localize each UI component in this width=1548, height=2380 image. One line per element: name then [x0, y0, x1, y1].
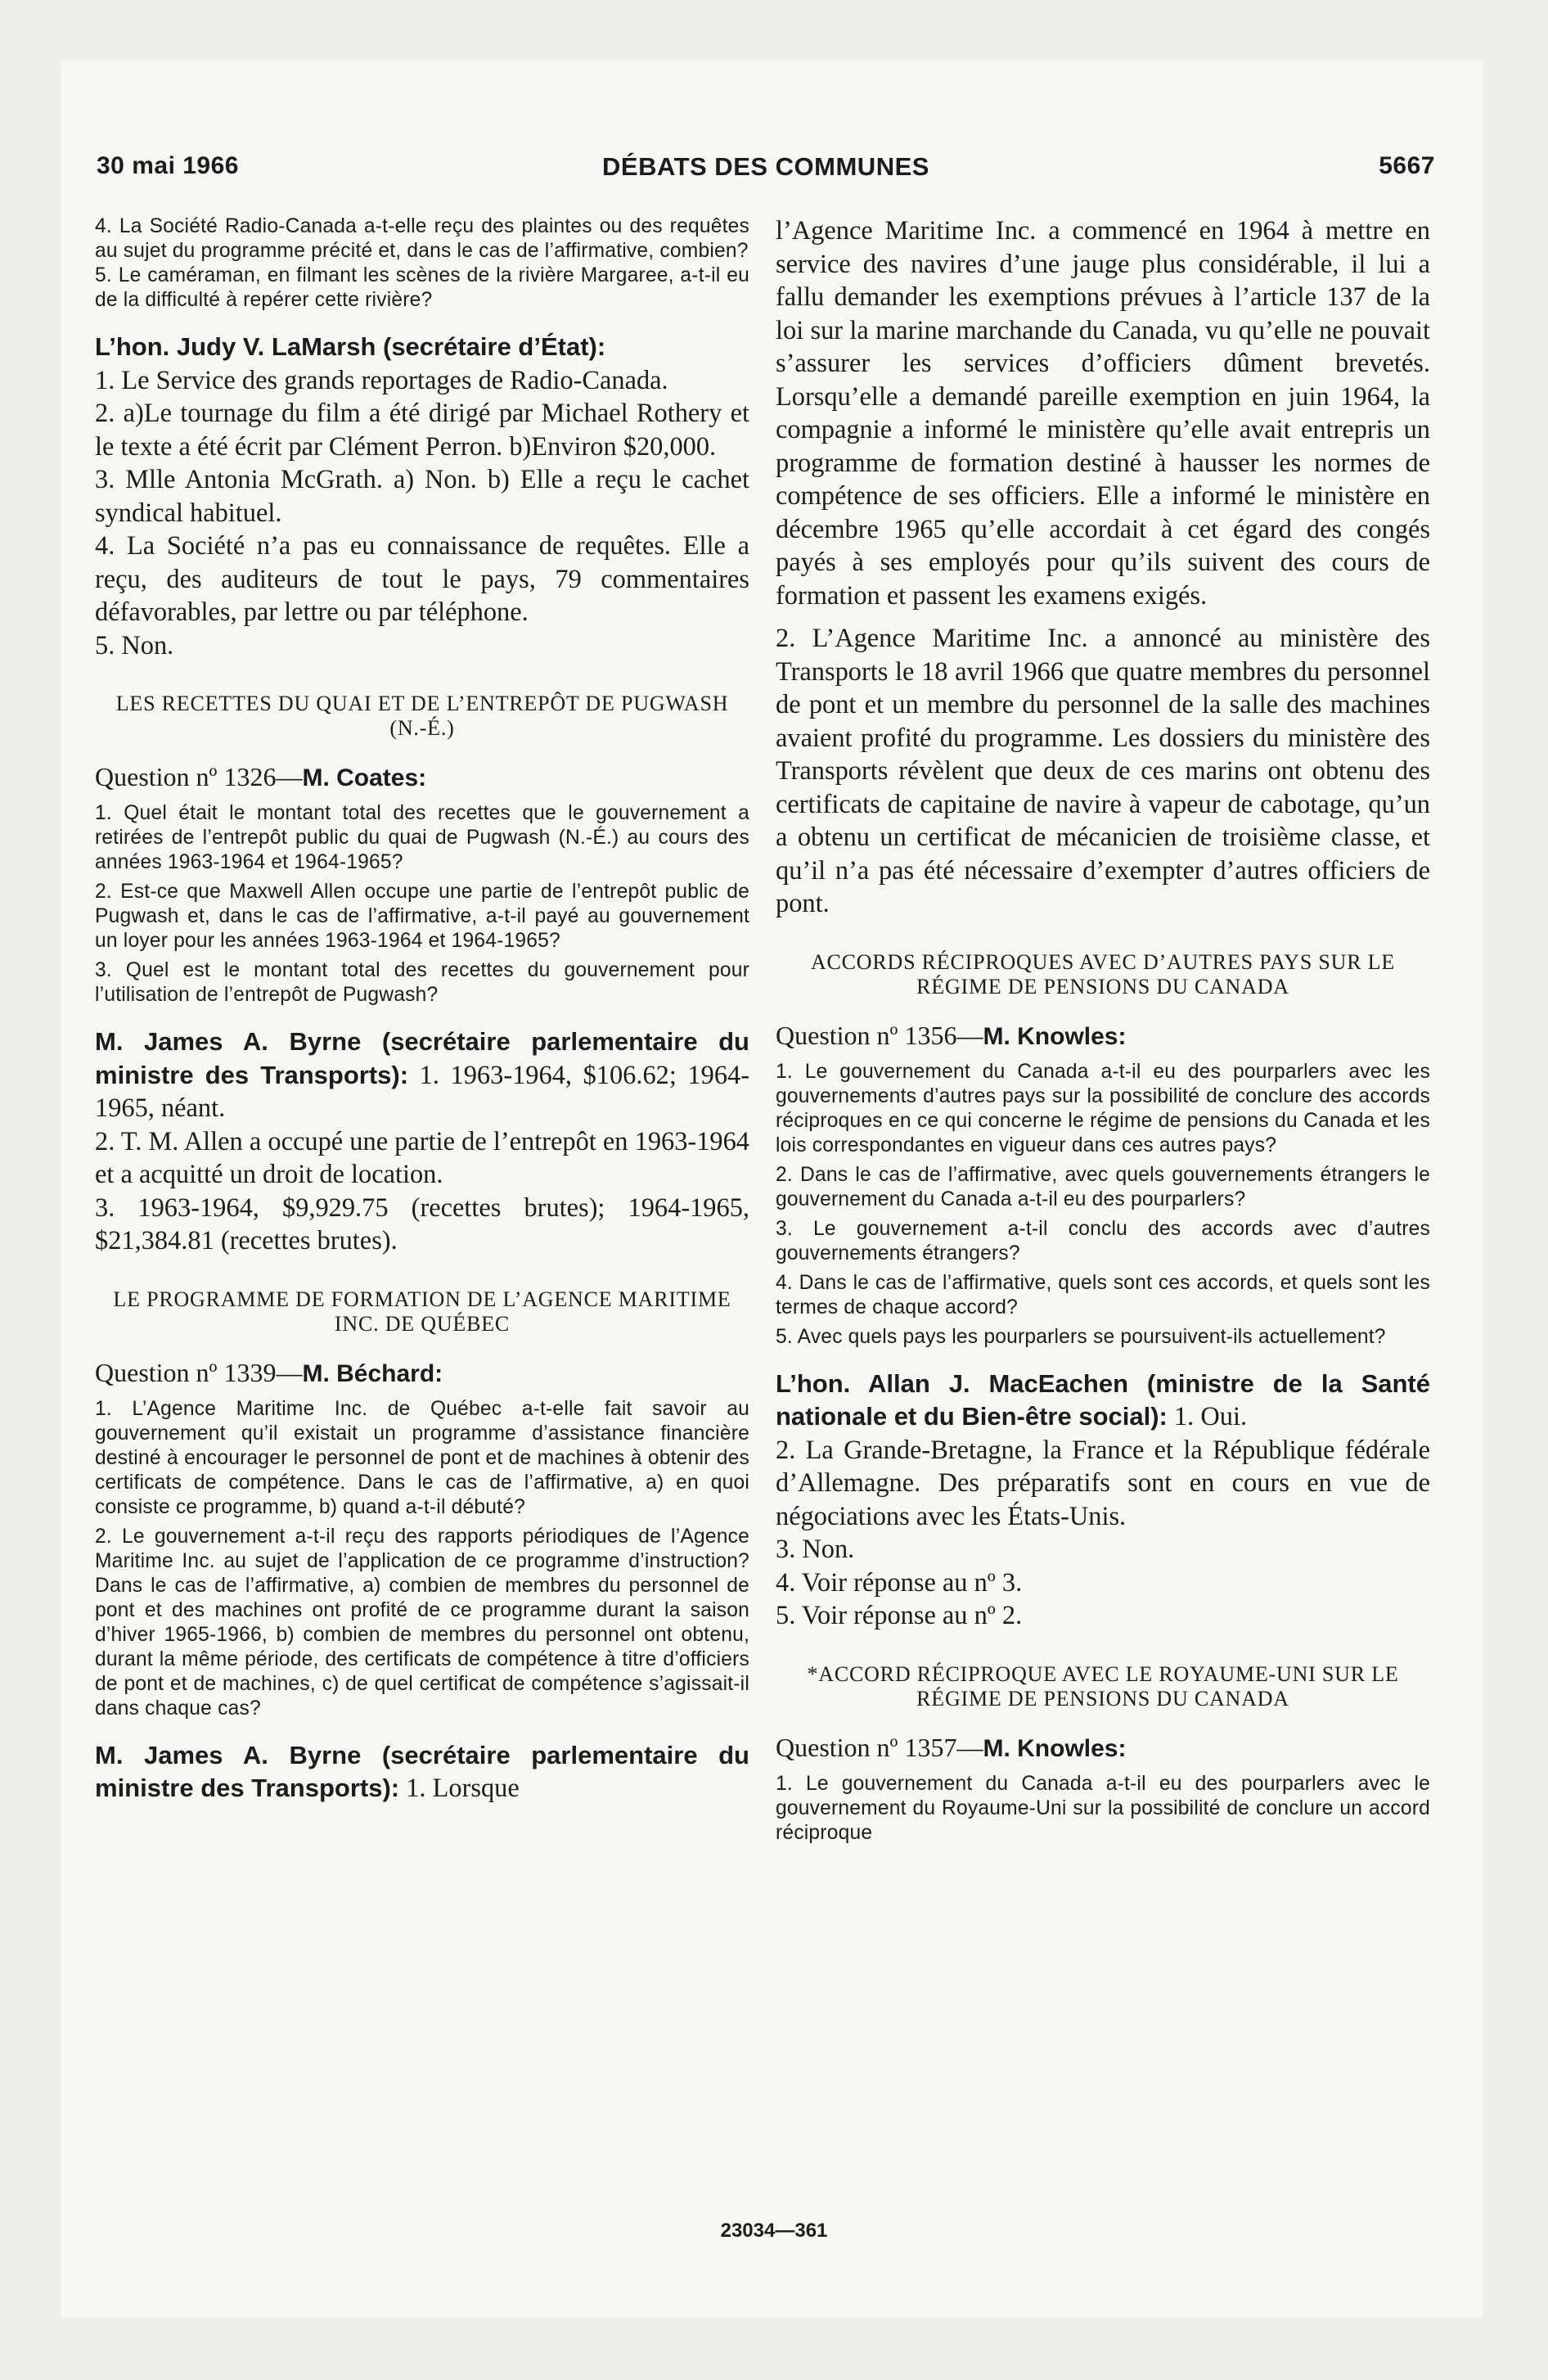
- question-author: M. Knowles:: [983, 1734, 1127, 1762]
- section-title: *ACCORD RÉCIPROQUE AVEC LE ROYAUME-UNI SUR LE RÉGIME DE PENSIONS DU CANADA: [807, 1661, 1399, 1711]
- question-paragraph: 1. L’Agence Maritime Inc. de Québec a-t-elle fait savoir au gouvernement qu’il existait un programme d’assistance financière destiné à encourager le personnel de pont et de machines à obtenir des certificats de compétence. Dans le cas de l’affirmative, a) en quoi consiste ce programme, b) quand a-t-il débuté?: [95, 1397, 749, 1518]
- question-author: M. Béchard:: [302, 1359, 443, 1387]
- section-title: ACCORDS RÉCIPROQUES AVEC D’AUTRES PAYS SUR LE RÉGIME DE PENSIONS DU CANADA: [810, 949, 1396, 998]
- answer-paragraph: [95, 1739, 749, 1805]
- answer-paragraph: 4. Voir réponse au nº 3.: [776, 1567, 1023, 1598]
- answer-paragraph: 5. Voir réponse au nº 2.: [776, 1601, 1023, 1630]
- question-heading: [776, 1019, 1430, 1053]
- speaker-name: M. James A. Byrne (secrétaire parlementaire du ministre des Transports):: [95, 1027, 749, 1089]
- question-heading: [776, 1731, 1430, 1765]
- question-paragraph: 3. Le gouvernement a-t-il conclu des accords avec d’autres gouvernements étrangers?: [776, 1217, 1430, 1264]
- question-heading: [95, 1356, 749, 1391]
- question-label: Question nº 1326—: [95, 762, 303, 791]
- answer-paragraph: 2. a)Le tournage du film a été dirigé par Michael Rothery et le texte a été écrit par Clément Perron. b)Environ $20,000.: [95, 399, 749, 462]
- header-page-number: 5667: [1379, 152, 1435, 179]
- question-author: M. Coates:: [302, 764, 427, 791]
- question-paragraph: 5. Le caméraman, en filmant les scènes de la rivière Margaree, a-t-il eu de la difficulté à repérer cette rivière?: [95, 264, 749, 311]
- answer-text: 1. 1963-1964, $106.62; 1964-1965, néant.: [95, 1060, 749, 1123]
- answer-paragraph: [95, 331, 749, 364]
- answer-paragraph: 5. Non.: [95, 630, 174, 660]
- answer-paragraph: 4. La Société n’a pas eu connaissance de requêtes. Elle a reçu, des auditeurs de tout le pays, 79 commentaires défavorables, par lettre ou par téléphone.: [95, 531, 749, 627]
- question-paragraph: 5. Avec quels pays les pourparlers se poursuivent-ils actuellement?: [776, 1325, 1386, 1348]
- question-paragraph: 2. Dans le cas de l’affirmative, avec quels gouvernements étrangers le gouvernement du Canada a-t-il eu des pourparlers?: [776, 1163, 1430, 1210]
- question-label: Question nº 1356—: [776, 1020, 983, 1050]
- question-author: M. Knowles:: [983, 1022, 1127, 1050]
- answer-text: 1. Lorsque: [399, 1774, 520, 1803]
- speaker-name: L’hon. Allan J. MacEachen (ministre de la Santé nationale et du Bien-être social):: [776, 1368, 1430, 1431]
- header-title: DÉBATS DES COMMUNES: [602, 152, 929, 181]
- answer-paragraph: 3. Mlle Antonia McGrath. a) Non. b) Elle a reçu le cachet syndical habituel.: [95, 465, 749, 528]
- question-paragraph: 1. Le gouvernement du Canada a-t-il eu des pourparlers avec les gouvernements d’autres pays sur la possibilité de conclure des accords réciproques en ce qui concerne le régime de pensions du Canada et les lois correspondantes en vigueur dans ces autres pays?: [776, 1060, 1430, 1156]
- answer-paragraph: 1. Le Service des grands reportages de Radio-Canada.: [95, 365, 668, 395]
- question-paragraph: 1. Quel était le montant total des recettes que le gouvernement a retirées de l’entrepôt public du quai de Pugwash (N.-É.) au cours des années 1963-1964 et 1964-1965?: [95, 802, 749, 873]
- answer-paragraph: [776, 1368, 1430, 1434]
- header-date: 30 mai 1966: [97, 152, 239, 179]
- question-paragraph: 4. La Société Radio-Canada a-t-elle reçu des plaintes ou des requêtes au sujet du programme précité et, dans le cas de l’affirmative, combien?: [95, 215, 749, 262]
- section-title: LE PROGRAMME DE FORMATION DE L’AGENCE MARITIME INC. DE QUÉBEC: [113, 1287, 731, 1336]
- question-paragraph: 2. Est-ce que Maxwell Allen occupe une partie de l’entrepôt public de Pugwash et, dans le cas de l’affirmative, a-t-il payé au gouvernement un loyer pour les années 1963-1964 et 1964-1965?: [95, 881, 749, 952]
- question-label: Question nº 1357—: [776, 1732, 983, 1762]
- question-paragraph: 1. Le gouvernement du Canada a-t-il eu des pourparlers avec le gouvernement du Royaume-Uni sur la possibilité de conclure un accord réciproque: [776, 1772, 1430, 1844]
- question-label: Question nº 1339—: [95, 1357, 303, 1387]
- section-title: LES RECETTES DU QUAI ET DE L’ENTREPÔT DE PUGWASH (N.-É.): [115, 692, 729, 740]
- question-paragraph: 4. Dans le cas de l’affirmative, quels sont ces accords, et quels sont les termes de chaque accord?: [776, 1271, 1430, 1318]
- answer-paragraph: 3. 1963-1964, $9,929.75 (recettes brutes); 1964-1965, $21,384.81 (recettes brutes).: [95, 1192, 749, 1255]
- answer-text: 1. Oui.: [1167, 1402, 1248, 1431]
- answer-paragraph: 2. T. M. Allen a occupé une partie de l’entrepôt en 1963-1964 et a acquitté un droit de location.: [95, 1126, 749, 1189]
- answer-paragraph: 2. La Grande-Bretagne, la France et la République fédérale d’Allemagne. Des préparatifs sont en cours en vue de négociations avec les États-Unis.: [776, 1435, 1430, 1531]
- speaker-name: M. James A. Byrne (secrétaire parlementaire du ministre des Transports):: [95, 1740, 749, 1802]
- left-column: [95, 214, 749, 2195]
- answer-paragraph: 2. L’Agence Maritime Inc. a annoncé au ministère des Transports le 18 avril 1966 que quatre membres du personnel de pont et un membre du personnel de la salle des machines avaient profité du programme. Les dossiers du ministère des Transports révèlent que deux de ces marins ont obtenu des certificats de capitaine de navire à vapeur de cabotage, qu’un a obtenu un certificat de mécanicien de troisième classe, et qu’il n’a pas été nécessaire d’exempter d’autres officiers de pont.: [776, 624, 1430, 918]
- right-column: [776, 214, 1430, 2195]
- question-paragraph: 2. Le gouvernement a-t-il reçu des rapports périodiques de l’Agence Maritime Inc. au sujet de l’application de ce programme d’instruction? Dans le cas de l’affirmative, a) combien de membres du personnel de pont et des machines ont profité de ce programme durant la saison d’hiver 1965-1966, b) combien de membres du personnel ont obtenu, durant la même période, des certificats de compétence à titre d’officiers de pont et de machines, c) de quel certificat de compétence s’agissait-il dans chaque cas?: [95, 1525, 749, 1720]
- answer-paragraph: l’Agence Maritime Inc. a commencé en 1964 à mettre en service des navires d’une jauge plus considérable, il lui a fallu demander les exemptions prévues à l’article 137 de la loi sur la marine marchande du Canada, vu qu’elle ne pouvait s’assurer les services d’officiers dûment brevetés. Lorsqu’elle a demandé pareille exemption en juin 1964, la compagnie a informé le ministère qu’elle avait entrepris un programme de formation destiné à hausser les normes de compétence de ses officiers. Elle a informé le ministère en décembre 1965 qu’elle accordait à cet égard des congés payés à ses employés pour qu’ils suivent des cours de formation et passent les examens exigés.: [776, 216, 1430, 611]
- page-footer-code: 23034—361: [720, 2220, 828, 2242]
- speaker-name: L’hon. Judy V. LaMarsh (secrétaire d’État):: [95, 332, 606, 361]
- answer-paragraph: 3. Non.: [776, 1535, 855, 1564]
- answer-paragraph: [95, 1025, 749, 1125]
- question-heading: [95, 760, 749, 795]
- page-header: [97, 152, 1435, 193]
- question-paragraph: 3. Quel est le montant total des recettes du gouvernement pour l’utilisation de l’entrepôt de Pugwash?: [95, 959, 749, 1006]
